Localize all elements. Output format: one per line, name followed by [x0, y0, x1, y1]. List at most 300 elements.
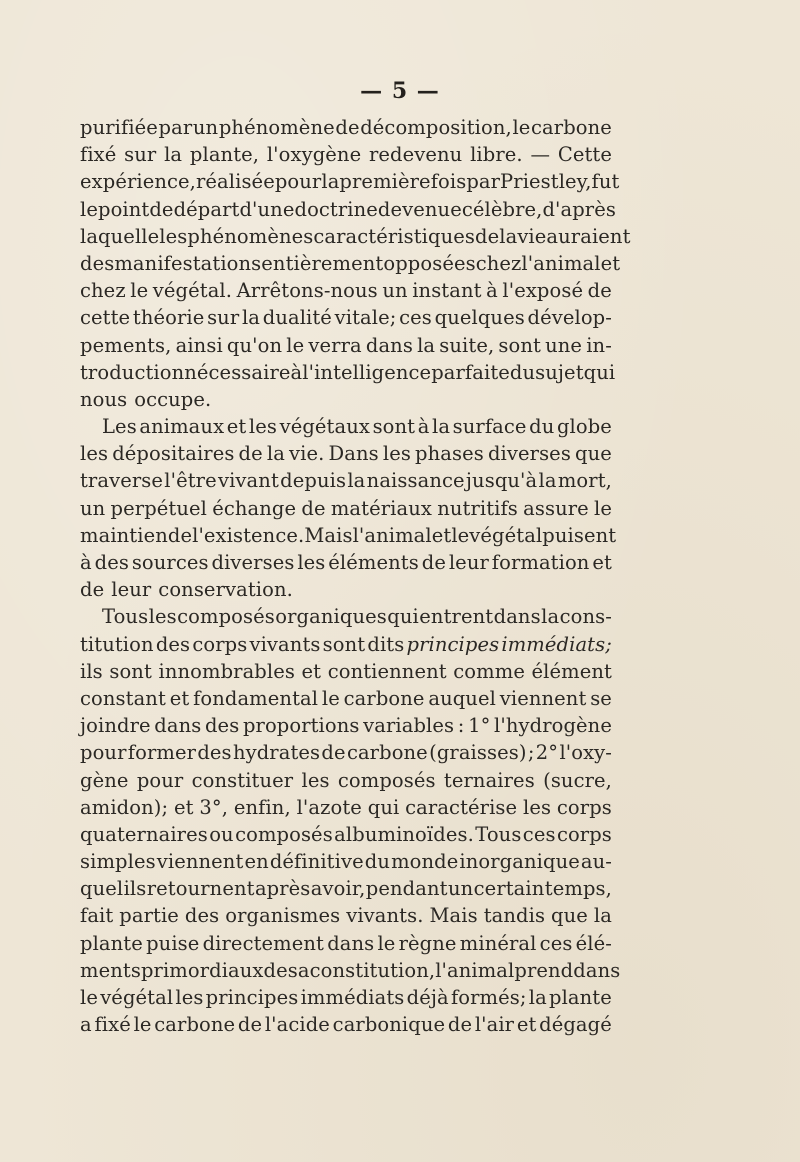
- word: en: [244, 850, 269, 874]
- page-number: — 5 —: [360, 78, 440, 104]
- word: sujet: [535, 360, 584, 384]
- text-line: [80, 794, 612, 821]
- word: suite,: [439, 333, 495, 357]
- body-text: [80, 114, 631, 1038]
- word: laquelle: [80, 224, 160, 248]
- word: qu'on: [226, 333, 283, 357]
- word: pour: [80, 741, 127, 765]
- word: nous: [80, 387, 128, 411]
- word: plante: [80, 931, 143, 955]
- word: opposées: [383, 251, 476, 275]
- word: leur: [111, 578, 152, 602]
- word: les: [522, 795, 552, 819]
- word: la: [321, 170, 340, 194]
- word: certain: [473, 877, 545, 901]
- word: l'hydrogène: [494, 714, 612, 738]
- word: sources: [131, 551, 209, 574]
- word: l'oxy-: [559, 741, 612, 765]
- word: albuminoïdes.: [334, 822, 474, 846]
- text-line: [80, 658, 612, 685]
- word: constitution,: [309, 958, 436, 982]
- word: point: [97, 197, 150, 221]
- word: constant: [80, 686, 166, 710]
- word: puisent: [542, 523, 617, 547]
- word: l'azote: [296, 795, 362, 819]
- word: de: [149, 197, 174, 221]
- word: dans: [493, 605, 541, 629]
- word: plante,: [189, 143, 260, 167]
- word: les: [382, 442, 411, 466]
- word: caractéristiques: [313, 224, 476, 248]
- word: surface: [452, 415, 527, 439]
- word: simples: [80, 850, 156, 874]
- word: assure: [523, 496, 589, 520]
- word: amidon);: [80, 795, 169, 819]
- word: Priestley,: [500, 170, 592, 194]
- word: devenue: [377, 197, 462, 221]
- word: par: [158, 116, 193, 139]
- word: et: [516, 1013, 537, 1037]
- word: l'être: [164, 469, 217, 493]
- word: diverses: [487, 442, 571, 466]
- word: dépositaires: [112, 442, 235, 466]
- word: vivants: [249, 632, 321, 656]
- word: nutritifs: [437, 496, 518, 520]
- word: mort,: [557, 469, 612, 493]
- word: le: [512, 116, 531, 139]
- word: des: [155, 632, 191, 656]
- word: ainsi: [175, 333, 223, 357]
- text-line: [80, 196, 616, 223]
- word: composés: [235, 822, 333, 846]
- word: pour: [136, 768, 184, 792]
- word: élé-: [575, 931, 612, 955]
- word: nécessaire: [184, 360, 291, 384]
- word: vivants.: [346, 904, 424, 928]
- text-line: [80, 114, 612, 141]
- word: à: [80, 551, 92, 574]
- word: constituer: [191, 768, 294, 792]
- word: que: [575, 442, 612, 466]
- word: déjà: [406, 986, 449, 1009]
- text-line: [80, 386, 612, 413]
- word: animaux: [139, 415, 225, 439]
- word: la: [164, 143, 183, 167]
- word: que: [551, 904, 588, 928]
- word: sont: [322, 632, 366, 656]
- word: dévelop-: [527, 306, 612, 330]
- word: ces: [399, 306, 432, 330]
- word: l'animal: [521, 251, 601, 275]
- word: la: [417, 333, 436, 357]
- word: viennent: [156, 850, 244, 874]
- text-line: [80, 250, 621, 277]
- text-line: [80, 304, 612, 331]
- word: composés: [177, 605, 275, 629]
- word: le: [321, 686, 340, 710]
- text-line: [80, 902, 612, 929]
- word: sa: [287, 958, 310, 982]
- word: variables: [363, 714, 455, 738]
- word: carbone: [343, 686, 425, 710]
- word: les: [248, 415, 277, 439]
- word: formés;: [450, 986, 527, 1009]
- word: contiennent: [327, 659, 447, 683]
- word: vie.: [289, 442, 325, 466]
- word: hydrates: [232, 741, 321, 765]
- word: à: [290, 360, 303, 384]
- word: enfin,: [233, 795, 291, 819]
- word: le: [594, 496, 612, 520]
- word: ils: [123, 877, 147, 901]
- word: et: [301, 659, 322, 683]
- word: jusqu'à: [465, 469, 538, 493]
- word: depuis: [280, 469, 347, 493]
- word: une: [545, 333, 583, 357]
- word: ces: [522, 822, 556, 846]
- word: un: [192, 116, 219, 139]
- word: pour: [274, 170, 322, 194]
- word: formation: [491, 551, 590, 574]
- word: l'oxygène: [266, 143, 362, 167]
- word: titution: [80, 632, 154, 656]
- word: verra: [308, 333, 362, 357]
- word: dits: [367, 632, 405, 656]
- word: cette: [80, 306, 131, 330]
- text-line: [80, 549, 612, 576]
- word: quel: [80, 877, 124, 901]
- word: minéral: [459, 931, 537, 955]
- text-line: [80, 277, 612, 304]
- word: des: [80, 251, 115, 275]
- text-line: [80, 821, 612, 848]
- word: principes: [406, 632, 500, 656]
- word: inorganique: [459, 850, 580, 874]
- word: diverses: [211, 551, 295, 574]
- word: (graisses): [429, 741, 527, 765]
- text-line: [80, 930, 612, 957]
- word: phénomène: [218, 116, 335, 139]
- word: les: [80, 442, 109, 466]
- word: gène: [80, 768, 129, 792]
- word: Mais: [429, 904, 478, 928]
- word: le: [133, 1013, 152, 1037]
- word: manifestations: [114, 251, 262, 275]
- word: l'animal: [352, 523, 432, 547]
- word: traverse: [80, 469, 164, 493]
- word: dans: [327, 931, 375, 955]
- word: auquel: [428, 686, 496, 710]
- text-line: [80, 467, 612, 494]
- word: végétaux: [279, 415, 370, 439]
- text-line: [80, 332, 612, 359]
- text-line: [80, 168, 620, 195]
- word: entrent: [419, 605, 494, 629]
- word: et: [600, 251, 621, 275]
- word: Les: [102, 415, 137, 439]
- word: du: [364, 850, 391, 874]
- word: sont: [372, 415, 416, 439]
- text-line: [80, 141, 612, 168]
- word: Cette: [557, 143, 612, 167]
- word: vitale;: [334, 306, 397, 330]
- word: de: [321, 741, 346, 765]
- word: a: [80, 1013, 92, 1037]
- word: leur: [448, 551, 489, 574]
- word: primordiaux: [140, 958, 264, 982]
- word: tandis: [483, 904, 546, 928]
- word: perpétuel: [110, 496, 207, 520]
- word: et: [173, 795, 194, 819]
- word: organismes: [225, 904, 341, 928]
- word: le: [286, 333, 305, 357]
- word: monde: [391, 850, 459, 874]
- word: un: [447, 877, 474, 901]
- word: des: [184, 904, 220, 928]
- word: un: [382, 279, 408, 303]
- word: célèbre,: [461, 197, 543, 221]
- word: dégagé: [539, 1013, 612, 1037]
- word: joindre: [80, 714, 151, 738]
- word: au-: [580, 850, 612, 874]
- text-line: [80, 631, 612, 658]
- word: sur: [207, 306, 240, 330]
- word: la: [432, 415, 451, 439]
- text-line: [80, 576, 612, 603]
- word: parfaite: [431, 360, 510, 384]
- word: organiques: [275, 605, 387, 629]
- word: les: [159, 224, 188, 248]
- word: les: [297, 551, 326, 574]
- word: l'existence.: [192, 523, 305, 547]
- text-line: [80, 522, 617, 549]
- word: et: [169, 686, 190, 710]
- text-line: [80, 685, 612, 712]
- word: comme: [453, 659, 525, 683]
- word: de: [447, 1013, 473, 1037]
- text-line: [80, 984, 612, 1011]
- word: de: [167, 523, 193, 547]
- word: d'après: [542, 197, 616, 221]
- text-line: [80, 223, 631, 250]
- word: décomposition,: [360, 116, 512, 139]
- word: fondamental: [193, 686, 319, 710]
- text-line: [80, 739, 612, 766]
- word: la: [528, 986, 547, 1009]
- word: sur: [124, 143, 157, 167]
- word: sont: [498, 333, 541, 357]
- word: première: [339, 170, 431, 194]
- word: fixé: [94, 1013, 131, 1037]
- word: corps: [192, 632, 248, 656]
- text-line: [80, 767, 612, 794]
- word: cons-: [559, 605, 612, 629]
- word: fait: [80, 904, 114, 928]
- word: à: [486, 279, 498, 303]
- word: carbone: [346, 741, 428, 765]
- word: phénomènes: [187, 224, 314, 248]
- word: le: [80, 197, 98, 221]
- word: fois: [430, 170, 467, 194]
- word: ces: [539, 931, 573, 955]
- word: des: [94, 551, 129, 574]
- text-line: [80, 875, 612, 902]
- word: Arrêtons-nous: [236, 279, 378, 303]
- word: des: [204, 714, 240, 738]
- word: du: [529, 415, 555, 439]
- word: in-: [586, 333, 612, 357]
- word: dans: [573, 958, 621, 982]
- word: théorie: [132, 306, 205, 330]
- word: composés: [337, 768, 436, 792]
- word: former: [127, 741, 197, 765]
- word: et: [226, 415, 247, 439]
- word: dans: [154, 714, 202, 738]
- word: départ: [173, 197, 240, 221]
- word: naissance: [366, 469, 465, 493]
- word: occupe.: [134, 387, 212, 411]
- word: Tous: [102, 605, 149, 629]
- word: de: [335, 116, 360, 139]
- word: expérience,: [80, 170, 196, 194]
- word: de: [263, 958, 288, 982]
- word: la: [499, 224, 518, 248]
- word: de: [237, 1013, 263, 1037]
- word: règne: [398, 931, 457, 955]
- text-line: [80, 712, 612, 739]
- word: instant: [412, 279, 482, 303]
- word: :: [457, 714, 465, 738]
- word: qui: [583, 360, 616, 384]
- word: chez: [475, 251, 522, 275]
- word: immédiats;: [501, 632, 612, 656]
- text-line: [80, 440, 612, 467]
- word: un: [80, 496, 106, 520]
- word: troduction: [80, 360, 185, 384]
- word: quelques: [434, 306, 525, 330]
- word: végétal: [469, 523, 543, 547]
- word: de: [238, 442, 263, 466]
- word: la: [266, 442, 285, 466]
- word: l'acide: [264, 1013, 330, 1037]
- word: ;: [527, 741, 535, 765]
- word: l'exposé: [502, 279, 584, 303]
- word: chez: [80, 279, 126, 303]
- text-line: [80, 848, 612, 875]
- word: vivant: [217, 469, 279, 493]
- word: après: [254, 877, 311, 901]
- word: Mais: [304, 523, 353, 547]
- word: qui: [367, 795, 400, 819]
- word: ils: [80, 659, 103, 683]
- word: des: [197, 741, 232, 765]
- word: purifiée: [80, 116, 158, 139]
- word: auraient: [546, 224, 631, 248]
- word: corps: [556, 822, 612, 846]
- word: phases: [415, 442, 484, 466]
- word: puise: [146, 931, 200, 955]
- word: sont: [109, 659, 152, 683]
- word: élément: [531, 659, 612, 683]
- word: la: [593, 904, 612, 928]
- word: de: [421, 551, 446, 574]
- word: l'animal: [435, 958, 515, 982]
- word: principes: [205, 986, 299, 1009]
- word: et: [592, 551, 612, 574]
- word: échange: [212, 496, 297, 520]
- text-line: [80, 359, 616, 386]
- word: dans: [365, 333, 413, 357]
- text-line: [80, 1011, 612, 1038]
- word: qui: [387, 605, 419, 629]
- word: libre.: [470, 143, 523, 167]
- word: les: [301, 768, 330, 792]
- word: la: [541, 605, 560, 629]
- word: l'intelligence: [302, 360, 432, 384]
- word: de: [587, 279, 612, 303]
- word: de: [80, 578, 105, 602]
- word: carbone: [154, 1013, 236, 1037]
- word: carbonique: [332, 1013, 446, 1037]
- word: végétal.: [152, 279, 233, 303]
- word: fixé: [80, 143, 117, 167]
- word: retournent: [146, 877, 255, 901]
- text-line: [80, 603, 612, 630]
- word: maintien: [80, 523, 168, 547]
- word: par: [466, 170, 501, 194]
- word: viennent: [499, 686, 587, 710]
- word: redevenu: [368, 143, 463, 167]
- word: végétal: [100, 986, 174, 1009]
- word: (sucre,: [543, 768, 612, 792]
- word: les: [148, 605, 177, 629]
- word: pendant: [365, 877, 448, 901]
- word: la: [241, 306, 261, 330]
- word: fut: [591, 170, 620, 194]
- word: —: [530, 143, 551, 167]
- word: corps: [556, 795, 612, 819]
- word: carbone: [531, 116, 612, 139]
- word: conservation.: [158, 578, 293, 602]
- word: définitive: [269, 850, 364, 874]
- word: plante: [549, 986, 612, 1009]
- word: à: [417, 415, 430, 439]
- word: la: [347, 469, 366, 493]
- word: avoir,: [310, 877, 366, 901]
- word: partie: [119, 904, 179, 928]
- word: éléments: [328, 551, 419, 574]
- word: pements,: [80, 333, 172, 357]
- word: le: [377, 931, 396, 955]
- word: du: [509, 360, 536, 384]
- word: doctrine: [294, 197, 378, 221]
- word: la: [538, 469, 557, 493]
- word: quaternaires: [80, 822, 208, 846]
- text-line: [80, 413, 612, 440]
- word: de: [301, 496, 326, 520]
- text-line: [80, 495, 612, 522]
- word: ternaires: [443, 768, 535, 792]
- word: proportions: [242, 714, 360, 738]
- text-line: [80, 957, 621, 984]
- word: innombrables: [158, 659, 295, 683]
- word: ments: [80, 958, 141, 982]
- word: d'une: [239, 197, 295, 221]
- word: réalisée: [195, 170, 275, 194]
- word: se: [590, 686, 612, 710]
- word: le: [130, 279, 149, 303]
- word: caractérise: [405, 795, 518, 819]
